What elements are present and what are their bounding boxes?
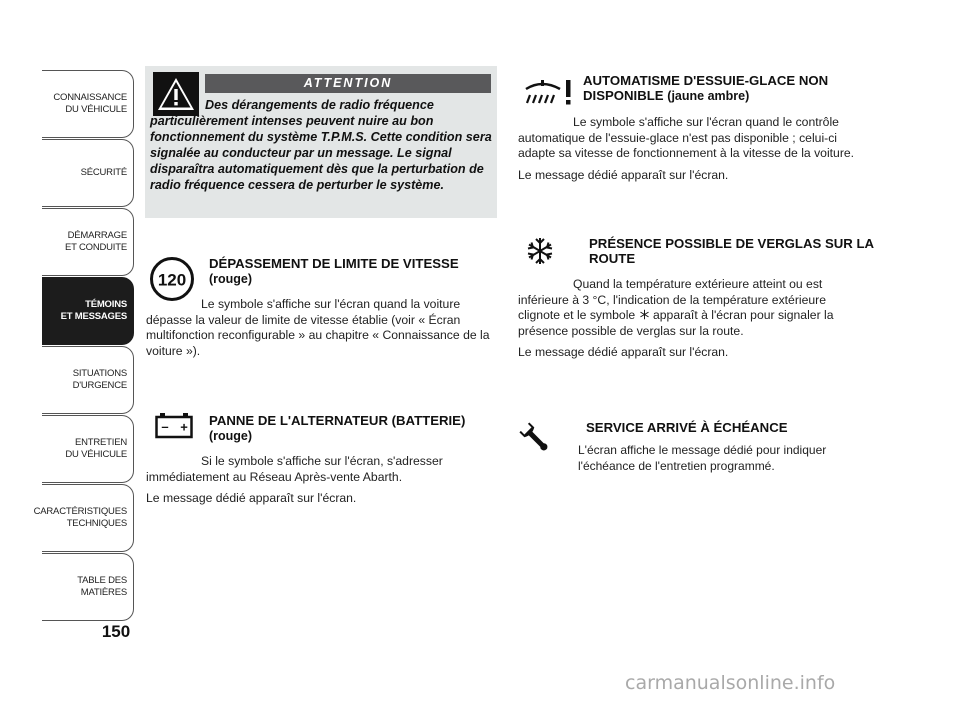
snowflake-inline-icon [639,309,650,320]
attention-banner: ATTENTION [205,74,491,93]
wiper-body: Le symbole s'affiche sur l'écran quand le contrôle automatique de l'essuie-glace n'est pas disponible ; celui-ci adapte sa vitesse de fonctionnement à la vitesse de la voiture. Le message dédié apparaît sur l'écran. [518,115,855,182]
ice-title: PRÉSENCE POSSIBLE DE VERGLAS SUR LA ROUTE [589,236,874,266]
wiper-title: AUTOMATISME D'ESSUIE-GLACE NON DISPONIBLE (jaune ambre) [583,73,829,103]
battery-plus-label: + [180,419,188,435]
tab-table-des-matieres[interactable]: TABLE DES MATIÈRES [42,553,134,621]
speed-limit-body: Le symbole s'affiche sur l'écran quand la voiture dépasse la valeur de limite de vitesse établie (voir « Écran multifonction reconfigurable » au chapitre « Connaissance de la voiture »). [146,297,490,358]
alternator-title: PANNE DE L'ALTERNATEUR (BATTERIE) (rouge) [209,413,466,443]
attention-text: Des dérangements de radio fréquence particulièrement intenses peuvent nuire au bon fonctionnement du système T.P.M.S. Cette condition sera signalée au conducteur par un message. Le signal disparaîtra automatiquement dès que la perturbation de radio fréquence cessera de perturber le système. [150,98,492,192]
tab-connaissance-du-vehicule[interactable]: CONNAISSANCE DU VÉHICULE [42,70,134,138]
tab-entretien-du-vehicule[interactable]: ENTRETIEN DU VÉHICULE [42,415,134,483]
battery-icon [155,413,193,439]
battery-minus-label: – [161,419,169,434]
alternator-body: Si le symbole s'affiche sur l'écran, s'adresser immédiatement au Réseau Après-vente Abarth. Le message dédié apparaît sur l'écran. [146,454,443,505]
speed-limit-icon [149,256,195,302]
tab-caracteristiques-techniques[interactable]: CARACTÉRISTIQUES TECHNIQUES [42,484,134,552]
watermark: carmanualsonline.info [625,672,836,694]
speed-limit-title: DÉPASSEMENT DE LIMITE DE VITESSE (rouge) [209,256,459,286]
snowflake-icon [526,236,554,266]
tab-demarrage-et-conduite[interactable]: DÉMARRAGE ET CONDUITE [42,208,134,276]
service-title: SERVICE ARRIVÉ À ÉCHÉANCE [586,420,788,435]
tab-situations-d-urgence[interactable]: SITUATIONS D'URGENCE [42,346,134,414]
attention-box [145,66,497,218]
wrench-icon [518,421,552,455]
service-body: L'écran affiche le message dédié pour indiquer l'échéance de l'entretien programmé. [578,443,827,473]
page-number: 150 [101,622,131,641]
wiper-rain-sensor-icon [522,75,580,107]
speed-limit-value: 120 [157,270,187,290]
ice-body: Quand la température extérieure atteint ou est inférieure à 3 °C, l'indication de la température extérieure clignote et le symbole apparaît à l'écran pour signaler la présence possible de verglas sur la route. Le message dédié apparaît sur l'écran. [518,277,834,359]
tab-temoins-et-messages[interactable]: TÉMOINS ET MESSAGES [42,277,134,345]
tab-securite[interactable]: SÉCURITÉ [42,139,134,207]
